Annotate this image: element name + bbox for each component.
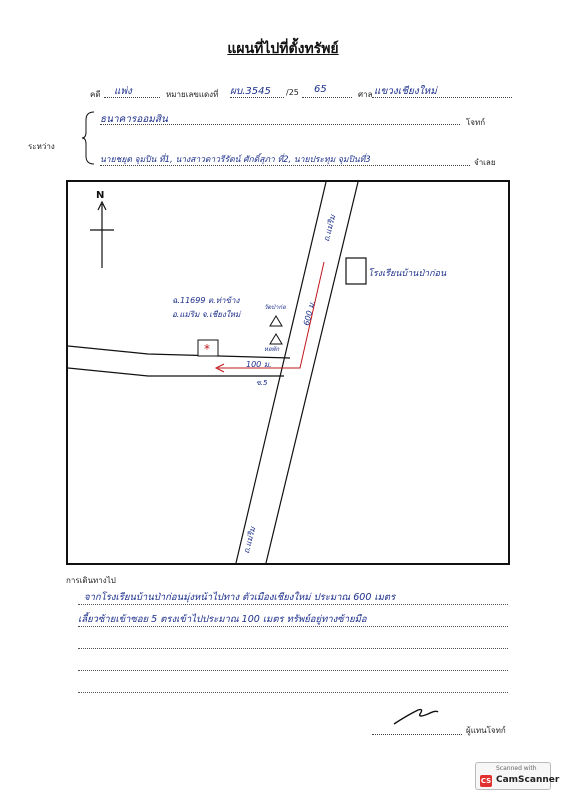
court-dots xyxy=(372,97,512,98)
shop-icon xyxy=(270,334,282,344)
plaintiff-dots xyxy=(100,124,460,125)
court-name: แขวงเชียงใหม่ xyxy=(374,86,437,97)
signature-mark xyxy=(392,704,442,728)
school-building-icon xyxy=(346,258,366,284)
shop-label: หอพัก xyxy=(264,346,280,353)
side-road-label: ซ.5 xyxy=(256,379,268,387)
temple-icon xyxy=(270,316,282,326)
main-road xyxy=(236,182,358,563)
directions-rule-4 xyxy=(78,670,508,671)
between-label: ระหว่าง xyxy=(28,142,55,151)
directions-line2: เลี้ยวซ้ายเข้าซอย 5 ตรงเข้าไปประมาณ 100 เมตร ทรัพย์อยู่ทางซ้ายมือ xyxy=(78,614,367,625)
plaintiff-name: ธนาคารออมสิน xyxy=(100,114,168,125)
case-line xyxy=(90,86,520,100)
temple-label: วัดป่าก่อ xyxy=(264,304,286,311)
camscanner-top-text: Scanned with xyxy=(496,765,537,772)
case-type-dots xyxy=(104,97,160,98)
year-value: 65 xyxy=(314,84,327,95)
plot-marker: * xyxy=(204,342,210,356)
signature-dots xyxy=(372,734,462,735)
court-label: ศาล xyxy=(358,90,373,99)
north-arrow-icon xyxy=(90,202,114,268)
defendant-dots xyxy=(100,165,470,166)
plaintiff-role: โจทก์ xyxy=(466,118,486,127)
camscanner-badge xyxy=(475,762,560,790)
signature-role: ผู้แทนโจทก์ xyxy=(466,726,506,735)
directions-rule-3 xyxy=(78,648,508,649)
north-label: N xyxy=(96,190,105,201)
directions-rule-2 xyxy=(78,626,508,627)
location-map xyxy=(66,180,510,565)
main-road-label: ถ.แม่ริม xyxy=(321,213,338,243)
black-number-label: หมายเลขแดงที่ xyxy=(166,90,219,99)
document-title: แผนที่ไปที่ตั้งทรัพย์ xyxy=(227,41,339,57)
year-separator: /25 xyxy=(286,88,299,97)
directions-line1: จากโรงเรียนบ้านป่าก่อนมุ่งหน้าไปทาง ตัวเมืองเชียงใหม่ ประมาณ 600 เมตร xyxy=(84,592,396,603)
school-label: โรงเรียนบ้านป่าก่อน xyxy=(368,269,447,279)
black-number: ผบ.3545 xyxy=(230,86,271,97)
defendant-names: นายชยุต จุมปิน ที่1, นางสาวดาวรีรัตน์ ศักดิ์สุภา ที่2, นายประทุม จุมปินที่3 xyxy=(100,155,371,165)
distance-100: 100 ม. xyxy=(246,360,272,369)
directions-heading: การเดินทางไป xyxy=(66,576,116,585)
main-road-label-lower: ถ.แม่ริม xyxy=(241,525,258,555)
defendant-role: จำเลย xyxy=(474,158,496,167)
map-drawing xyxy=(68,182,508,563)
black-number-dots xyxy=(230,97,284,98)
camscanner-brand: CamScanner xyxy=(496,775,560,785)
directions-rule-5 xyxy=(78,692,508,693)
case-type: แพ่ง xyxy=(114,86,132,97)
case-label: คดี xyxy=(90,90,101,99)
distance-600: 600 ม. xyxy=(301,299,317,327)
parties-bracket xyxy=(82,110,96,166)
plot-label-line1: ฉ.11699 ต.ท่าข้าง xyxy=(172,296,240,305)
camscanner-logo-icon: CS xyxy=(480,777,492,785)
year-dots xyxy=(302,97,352,98)
plot-label-line2: อ.แม่ริม จ.เชียงใหม่ xyxy=(172,310,241,319)
directions-rule-1 xyxy=(78,604,508,605)
